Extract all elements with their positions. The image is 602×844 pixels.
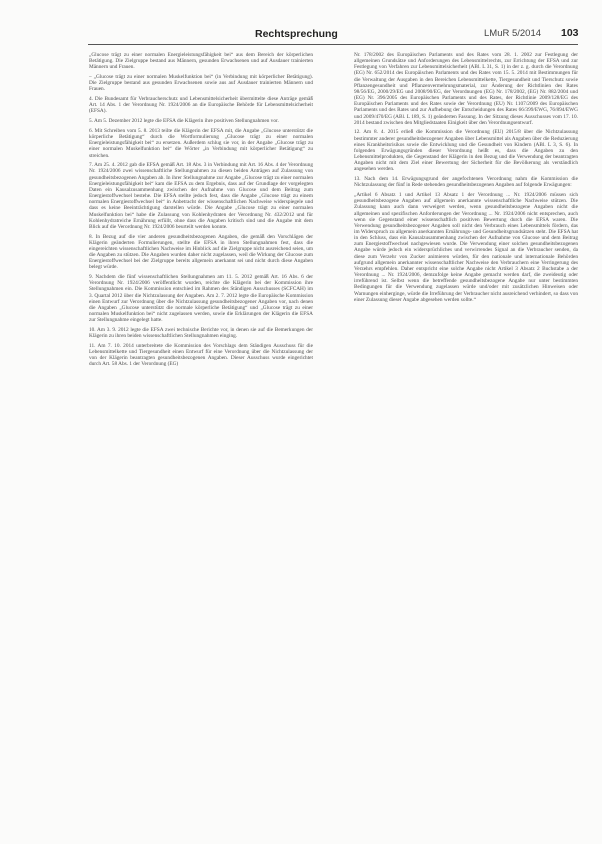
paragraph: – „Glucose trägt zu einer normalen Muskelfunktion bei“ (in Verbindung mit körperlicher Betätigung). Die Zielgruppe bestand aus gesunden Erwachsenen sowie aus auf Ausdauer trainierten Männern und Frauen. <box>89 74 313 93</box>
paragraph: 6. Mit Schreiben vom 5. 8. 2013 teilte die Klägerin der EFSA mit, die Angabe „Glucose unterstützt die körperliche Betätigung“ durch die Wortformulierung „Glucose trägt zu einer normalen Energieleistungsfähigkeit bei“ zu ersetzen. Außerdem schlug sie vor, in der Angabe „Glucose trägt zu einer normalen Muskelfunktion bei“ die Wörter „in Verbindung mit körperlicher Betätigung“ zu streichen. <box>89 127 313 159</box>
paragraph: „Glucose trägt zu einer normalen Energieleistungsfähigkeit bei“ aus dem Bereich der körperlichen Betätigung. Die Zielgruppe bestand aus Männern, gesunden Erwachsenen und auf Ausdauer trainierten Männern und Frauen. <box>89 52 313 71</box>
paragraph: 12. Am 8. 4. 2015 erließ die Kommission die Verordnung (EU) 2015/8 über die Nichtzulassung bestimmter anderer gesundheitsbezogener Angaben über Lebensmittel als Angaben über die Reduzierung eines Krankheitsrisikos sowie die Entwicklung und die Gesundheit von Kindern (ABl. L 3, S. 6). In folgenden Erwägungsgründen dieser Verordnung heißt es, dass die Angaben zu den Lebensmittelprodukten, die Gegenstand der Klägerin in den Bezug und die Verwendung der beantragten Angaben nicht mit dem Ziel einer Bewertung der Sicherheit für die Bevölkerung als verständlich angesehen werden. <box>354 129 578 173</box>
paragraph: 11. Am 7. 10. 2014 unterbreitete die Kommission des Vorschlags dem Ständigen Ausschuss für die Lebensmittelkette und Tiergesundheit einen Entwurf für eine Verordnung über die Nichtzulassung der von der Klägerin beantragten gesundheitsbezogenen Angaben. Dieser Ausschuss wurde eingerichtet durch Art. 58 Abs. 1 der Verordnung (EG) <box>89 342 313 368</box>
page-number: 103 <box>561 27 579 39</box>
paragraph: 4. Die Bundesamt für Verbraucherschutz und Lebensmittelsicherheit übermittelte diese Anträge gemäß Art. 14 Abs. 1 der Verordnung Nr. 1924/2006 an die Europäische Behörde für Lebensmittelsicherheit (EFSA). <box>89 96 313 115</box>
journal-reference: LMuR 5/2014 <box>484 28 542 39</box>
header-rule <box>88 44 578 45</box>
paragraph: Nr. 178/2002 des Europäischen Parlaments und des Rates vom 28. 1. 2002 zur Festlegung der allgemeinen Grundsätze und Anforderungen des Lebensmittelrechts, zur Errichtung der EFSA und zur Festlegung von Verfahren zur Lebensmittelsicherheit (ABl. L 31, S. 1) in der z. g. durch die Verordnung (EG) Nr. 652/2014 des Europäischen Parlaments und des Rates vom 15. 5. 2014 mit Bestimmungen für die Verwaltung der Ausgaben in den Bereichen Lebensmittelkette, Tiergesundheit und Tierschutz sowie Pflanzengesundheit und Pflanzenvermehrungsmaterial, zur Änderung der Richtlinien des Rates 98/56/EG, 2000/29/EG und 2008/90/EG, der Verordnungen (EG) Nr. 178/2002, (EG) Nr. 882/2004 und (EG) Nr. 396/2005 des Europäischen Parlaments und des Rates, der Richtlinie 2009/128/EG des Europäischen Parlaments und des Rates sowie der Verordnung (EU) Nr. 1107/2009 des Europäischen Parlaments und des Rates und zur Aufhebung der Entscheidungen des Rates 66/399/EWG, 76/894/EWG und 2009/470/EG (ABl. L 189, S. 1) geänderten Fassung. In der Sitzung dieses Ausschusses vom 17. 10. 2014 bestand zwischen den Mitgliedstaaten Einigkeit über den Verordnungsentwurf. <box>354 52 578 126</box>
paragraph: 5. Am 5. Dezember 2012 legte die EFSA die Klägerin ihre positiven Stellungnahmen vor. <box>89 118 279 125</box>
paragraph: „Artikel 6 Absatz 1 und Artikel 13 Absatz 1 der Verordnung ... Nr. 1924/2006 müssen sich gesundheitsbezogene Angaben auf allgemein anerkannte wissenschaftliche Nachweise stützen. Die Zulassung kann auch dann verweigert werden, wenn gesundheitsbezogene Angaben nicht die allgemeinen und spezifischen Anforderungen der Verordnung ... Nr. 1924/2006 nicht entsprechen, auch wenn sie Gegenstand einer wissenschaftlich positiven Bewertung durch die EFSA waren. Die Verwendung gesundheitsbezogener Angaben soll nicht den Verbrauch eines Lebensmittels fördern, das im Widerspruch zu allgemein anerkannten Ernährungs- und Gesundheitsgrundsätzen steht. Die EFSA hat in den Schluss, dass ein Kausalzusammenhang zwischen der Aufnahme von Glucose und dem Beitrag zum Energiestoffwechsel nachgewiesen wurde. Die Verwendung einer solchen gesundheitsbezogenen Angabe würde jedoch ein widersprüchliches und verwirrendes Signal an die Verbraucher senden, da diese zum Verzehr von Zucker animieren würden, für den nationale und internationale Behörden aufgrund allgemein anerkannter wissenschaftlicher Nachweise den Verbrauchern eine Verringerung des Verzehrs empfehlen. Daher entspricht eine solche Angabe nicht Artikel 3 Absatz 2 Buchstabe a der Verordnung ... Nr. 1924/2006, demzufolge keine Angabe gemacht werden darf, die zweideutig oder irreführend ist. Selbst wenn die betreffende gesundheitsbezogene Angabe nur unter bestimmten Bedingungen für die Verwendung zugelassen würde und/oder mit zusätzlichen Hinweisen oder Warnungen einherginge, würde die Irreführung der Verbraucher nicht ausreichend verhindert, so dass von einer Zulassung dieser Angabe abgesehen werden sollte.“ <box>354 192 578 303</box>
paragraph: 8. In Bezug auf die vier anderen gesundheitsbezogenen Angaben, die gemäß den Vorschlägen der Klägerin geänderten Formulierungen, stellte die EFSA in ihren Stellungnahmen fest, dass die eingereichten wissenschaftlichen Nachweise im Hinblick auf die Zielgruppe nicht ausreichend seien, um die Angaben zu stützen. Die Angaben wurden daher nicht zugelassen, weil die Wirkung der Glucose zum Energiestoffwechsel bei der Zielgruppe bereits allgemein anerkannt sei und nicht durch diese Angaben belegt würde. <box>89 233 313 271</box>
left-text-column <box>89 52 313 371</box>
paragraph: 13. Nach dem 14. Erwägungsgrund der angefochtenen Verordnung nahm die Kommission die Nichtzulassung der fünf in Rede stehenden gesundheitsbezogenen Angaben auf folgende Erwägungen: <box>354 176 578 189</box>
right-text-column <box>354 52 578 306</box>
paragraph: 10. Am 3. 9. 2012 legte die EFSA zwei technische Berichte vor, in denen sie auf die Bemerkungen der Klägerin zu ihren beiden wissenschaftlichen Stellungnahmen einging. <box>89 327 313 340</box>
paragraph: 7. Am 25. 4. 2012 gab die EFSA gemäß Art. 18 Abs. 3 in Verbindung mit Art. 16 Abs. 4 der Verordnung Nr. 1924/2006 zwei wissenschaftliche Stellungnahmen zu diesen beiden Anträgen auf Zulassung von gesundheitsbezogenen Angaben ab. In ihrer Stellungnahme zur Angabe „Glucose trägt zu einer normalen Energieleistungsfähigkeit bei“ kam die EFSA zu dem Ergebnis, dass auf der Grundlage der vorgelegten Daten ein Kausalzusammenhang zwischen der Aufnahme von Glucose und dem Beitrag zum Energiestoffwechsel bestehe. Die EFSA stellte jedoch fest, dass die Angabe „Glucose trägt zu einem normalen Energiestoffwechsel bei“ in Anbetracht der wissenschaftlichen Nachweise widerspiegele und dass es keine Beeinträchtigung darstellen würde. Die Angabe „Glucose trägt zu einer normalen Muskelfunktion bei“ habe die Zulassung von Kohlenhydraten der Verordnung Nr. 432/2012 und für Kohlenhydratreiche Ernährung erfüllt, ohne dass die Angaben kritisch sind und die Angabe mit dem Blick auf die Verordnung Nr. 1924/2006 beurteilt werden konnte. <box>89 162 313 230</box>
section-title: Rechtsprechung <box>255 28 338 40</box>
paragraph: 9. Nachdem die fünf wissenschaftlichen Stellungnahmen am 11. 5. 2012 gemäß Art. 16 Abs. 6 der Verordnung Nr. 1924/2006 veröffentlicht wurden, reichte die Klägerin bei der Kommission ihre Stellungnahmen ein. Die Kommission entschied im Rahmen des Ständigen Ausschusses (SCFCAH) im 3. Quartal 2012 über die Nichtzulassung der Angaben. Am 2. 7. 2012 legte die Europäische Kommission einen Entwurf zur Verordnung über die Nichtzulassung gesundheitsbezogener Angaben vor, nach denen die Angaben „Glucose unterstützt die normale körperliche Betätigung“ und „Glucose trägt zu einer normalen Muskelfunktion bei“ nicht zugelassen werden, sowie die Erklärungen der Klägerin die EFSA zur Stellungnahme eingelegt hatte. <box>89 274 313 324</box>
